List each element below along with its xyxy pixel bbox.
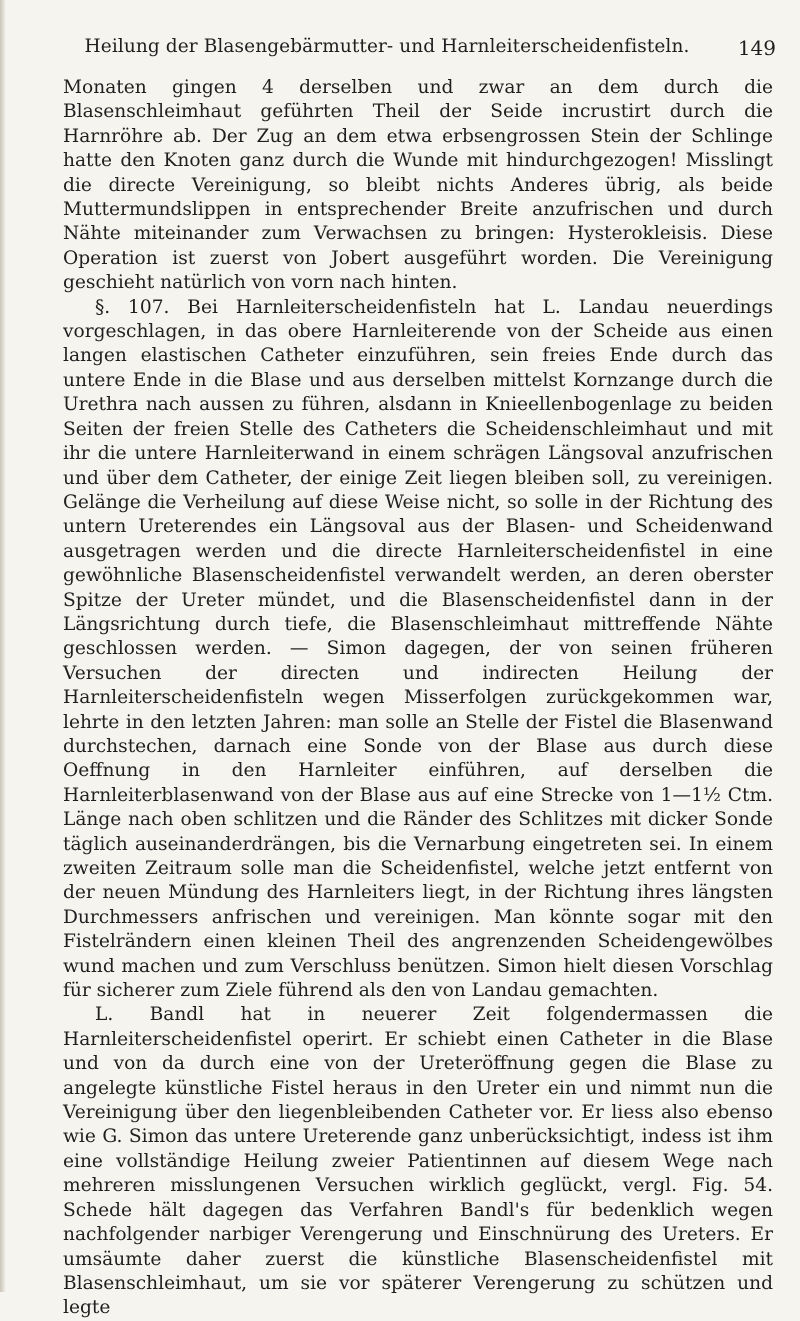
paragraph-2: §. 107. Bei Harnleiterscheidenfisteln hat L. Landau neuerdings vorgeschlagen, in das obere Harnleiterende von der Scheide aus einen langen elastischen Catheter einzuführen, sein freies Ende durch das untere Ende in die Blase und aus derselben mittelst Kornzange durch die Urethra nach aussen zu führen, alsdann in Knieellenbogenlage zu beiden Seiten der freien Stelle des Catheters die Scheidenschleimhaut und mit ihr die untere Harnleiterwand in einem schrägen Längsoval anzufrischen und über dem Catheter, der einige Zeit liegen bleiben soll, zu vereinigen. Gelänge die Verheilung auf diese Weise nicht, so solle in der Richtung des untern Ureterendes ein Längsoval aus der Blasen- und Scheidenwand ausgetragen werden und die directe Harnleiterscheidenfistel in eine gewöhnliche Blasenscheidenfistel verwandelt werden, an deren oberster Spitze der Ureter mündet, und die Blasenscheidenfistel dann in der Längsrichtung durch tiefe, die Blasenschleimhaut mittreffende Nähte geschlossen werden. — Simon dagegen, der von seinen früheren Versuchen der directen und indirecten Heilung der Harnleiterscheidenfisteln wegen Misserfolgen zurückgekommen war, lehrte in den letzten Jahren: man solle an Stelle der Fistel die Blasenwand durchstechen, darnach eine Sonde von der Blase aus durch diese Oeffnung in den Harnleiter einführen, auf derselben die Harnleiterblasenwand von der Blase aus auf eine Strecke von 1—1½ Ctm. Länge nach oben schlitzen und die Ränder des Schlitzes mit dicker Sonde täglich auseinanderdrängen, bis die Vernarbung eingetreten sei. In einem zweiten Zeitraum solle man die Scheidenfistel, welche jetzt entfernt von der neuen Mündung des Harnleiters liegt, in der Richtung ihres längsten Durchmessers anfrischen und vereinigen. Man könnte sogar mit den Fistelrändern einen kleinen Theil des angrenzenden Scheidengewölbes wund machen und zum Verschluss benützen. Simon hielt diesen Vorschlag für sicherer zum Ziele führend als den von Landau gemachten. [63, 296, 773, 1002]
running-title: Heilung der Blasengebärmutter- und Harnleiterscheidenfisteln. [84, 36, 690, 57]
binding-edge [0, 0, 6, 1292]
body-text [63, 76, 773, 1321]
paragraph-1: Monaten gingen 4 derselben und zwar an dem durch die Blasenschleimhaut geführten Theil der Seide incrustirt durch die Harnröhre ab. Der Zug an dem etwa erbsengrossen Stein der Schlinge hatte den Knoten ganz durch die Wunde mit hindurchgezogen! Misslingt die directe Vereinigung, so bleibt nichts Anderes übrig, als beide Muttermundslippen in entsprechender Breite anzufrischen und durch Nähte miteinander zum Verwachsen zu bringen: Hysterokleisis. Diese Operation ist zuerst von Jobert ausgeführt worden. Die Vereinigung geschieht natürlich von vorn nach hinten. [63, 77, 773, 294]
running-head [58, 36, 776, 66]
paragraph-3: L. Bandl hat in neuerer Zeit folgendermassen die Harnleiterscheidenfistel operirt. Er schiebt einen Catheter in die Blase und von da durch eine von der Ureteröffnung gegen die Blase zu angelegte künstliche Fistel heraus in den Ureter ein und nimmt nun die Vereinigung über den liegenbleibenden Catheter vor. Er liess also ebenso wie G. Simon das untere Ureterende ganz unberücksichtigt, indess ist ihm eine vollständige Heilung zweier Patientinnen auf diesem Wege nach mehreren misslungenen Versuchen wirklich geglückt, vergl. Fig. 54. Schede hält dagegen das Verfahren Bandl's für bedenklich wegen nachfolgender narbiger Verengerung und Einschnürung des Ureters. Er umsäumte daher zuerst die künstliche Blasenscheidenfistel mit Blasenschleimhaut, um sie vor späterer Verengerung zu schützen und legte [63, 1004, 773, 1319]
page-number: 149 [737, 36, 776, 60]
